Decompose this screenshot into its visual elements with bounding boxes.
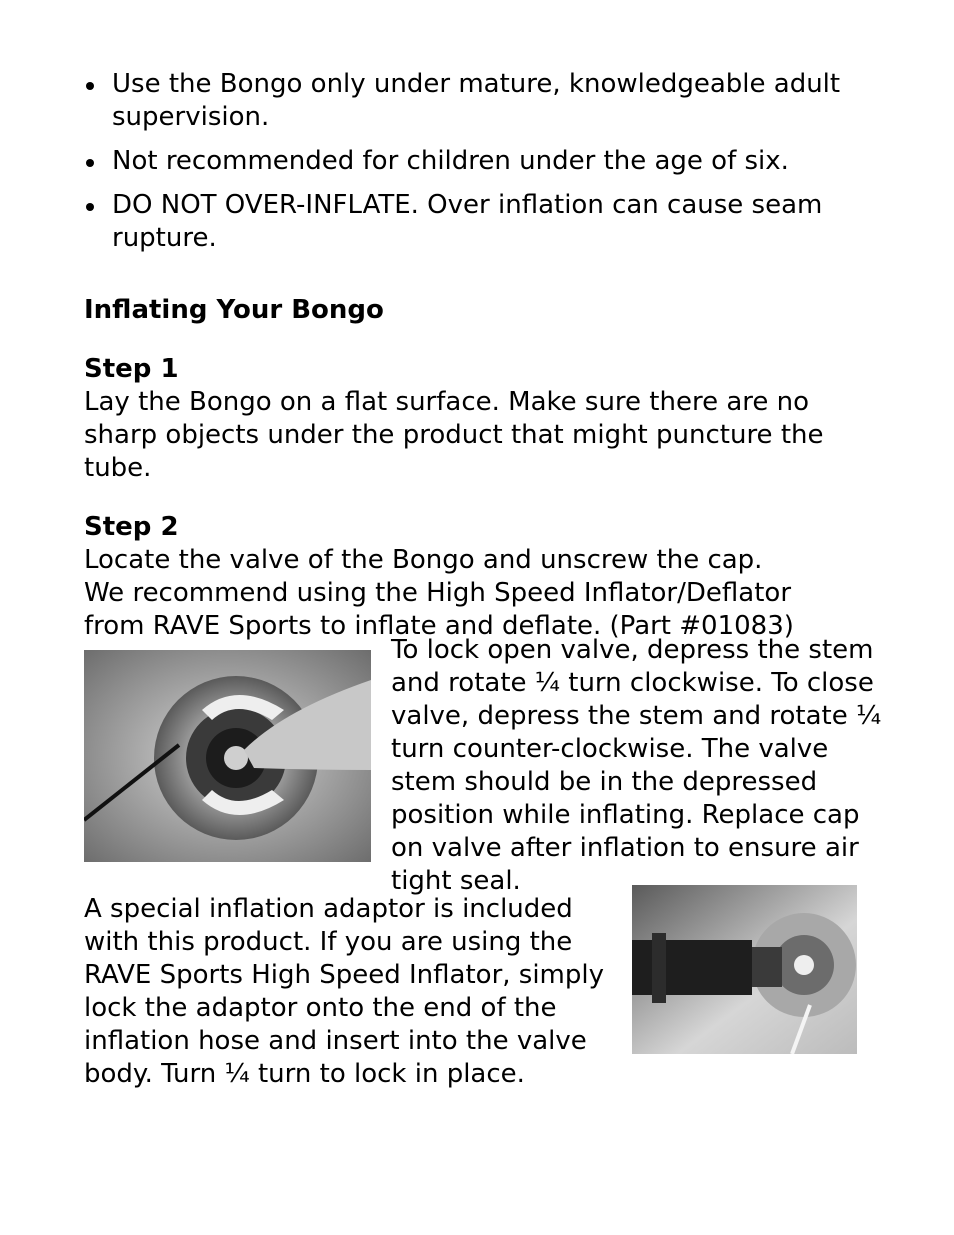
adaptor-section [84,893,884,1093]
bullet-dot-icon [86,203,94,211]
section-title: Inflating Your Bongo [84,295,384,325]
valve-section [84,634,884,896]
adaptor-instructions: A special inflation adaptor is included with this product. If you are using the RAVE Sports High Speed Inflator, simply lock the adaptor onto the end of the inflation hose and insert into the valve body. Turn ¼ turn to lock in place. [84,894,604,1089]
step-2-title: Step 2 [84,512,179,542]
manual-page [84,68,884,1089]
step-1-text: Lay the Bongo on a flat surface. Make sure there are no sharp objects under the product that might puncture the tube. [84,387,824,483]
bullet-item [84,145,872,178]
safety-bullet-list [84,68,884,255]
bullet-item [84,68,872,134]
bullet-dot-icon [86,159,94,167]
bullet-text: Not recommended for children under the age of six. [112,146,789,176]
bullet-text: DO NOT OVER-INFLATE. Over inflation can cause seam rupture. [112,190,823,253]
step-1-title: Step 1 [84,354,179,384]
valve-instructions: To lock open valve, depress the stem and rotate ¼ turn clockwise. To close valve, depress the stem and rotate ¼ turn counter-clockwise. The valve stem should be in the depressed position while inflating. Replace cap on valve after inflation to ensure air tight seal. [391,635,882,896]
step-2-text: Locate the valve of the Bongo and unscrew the cap. We recommend using the High Speed Inflator/Deflator from RAVE Sports to inflate and deflate. (Part #01083) [84,545,794,641]
adaptor-photo [632,885,857,1054]
bullet-text: Use the Bongo only under mature, knowledgeable adult supervision. [112,69,841,132]
bullet-item [84,189,872,255]
valve-photo [84,650,371,862]
bullet-dot-icon [86,82,94,90]
